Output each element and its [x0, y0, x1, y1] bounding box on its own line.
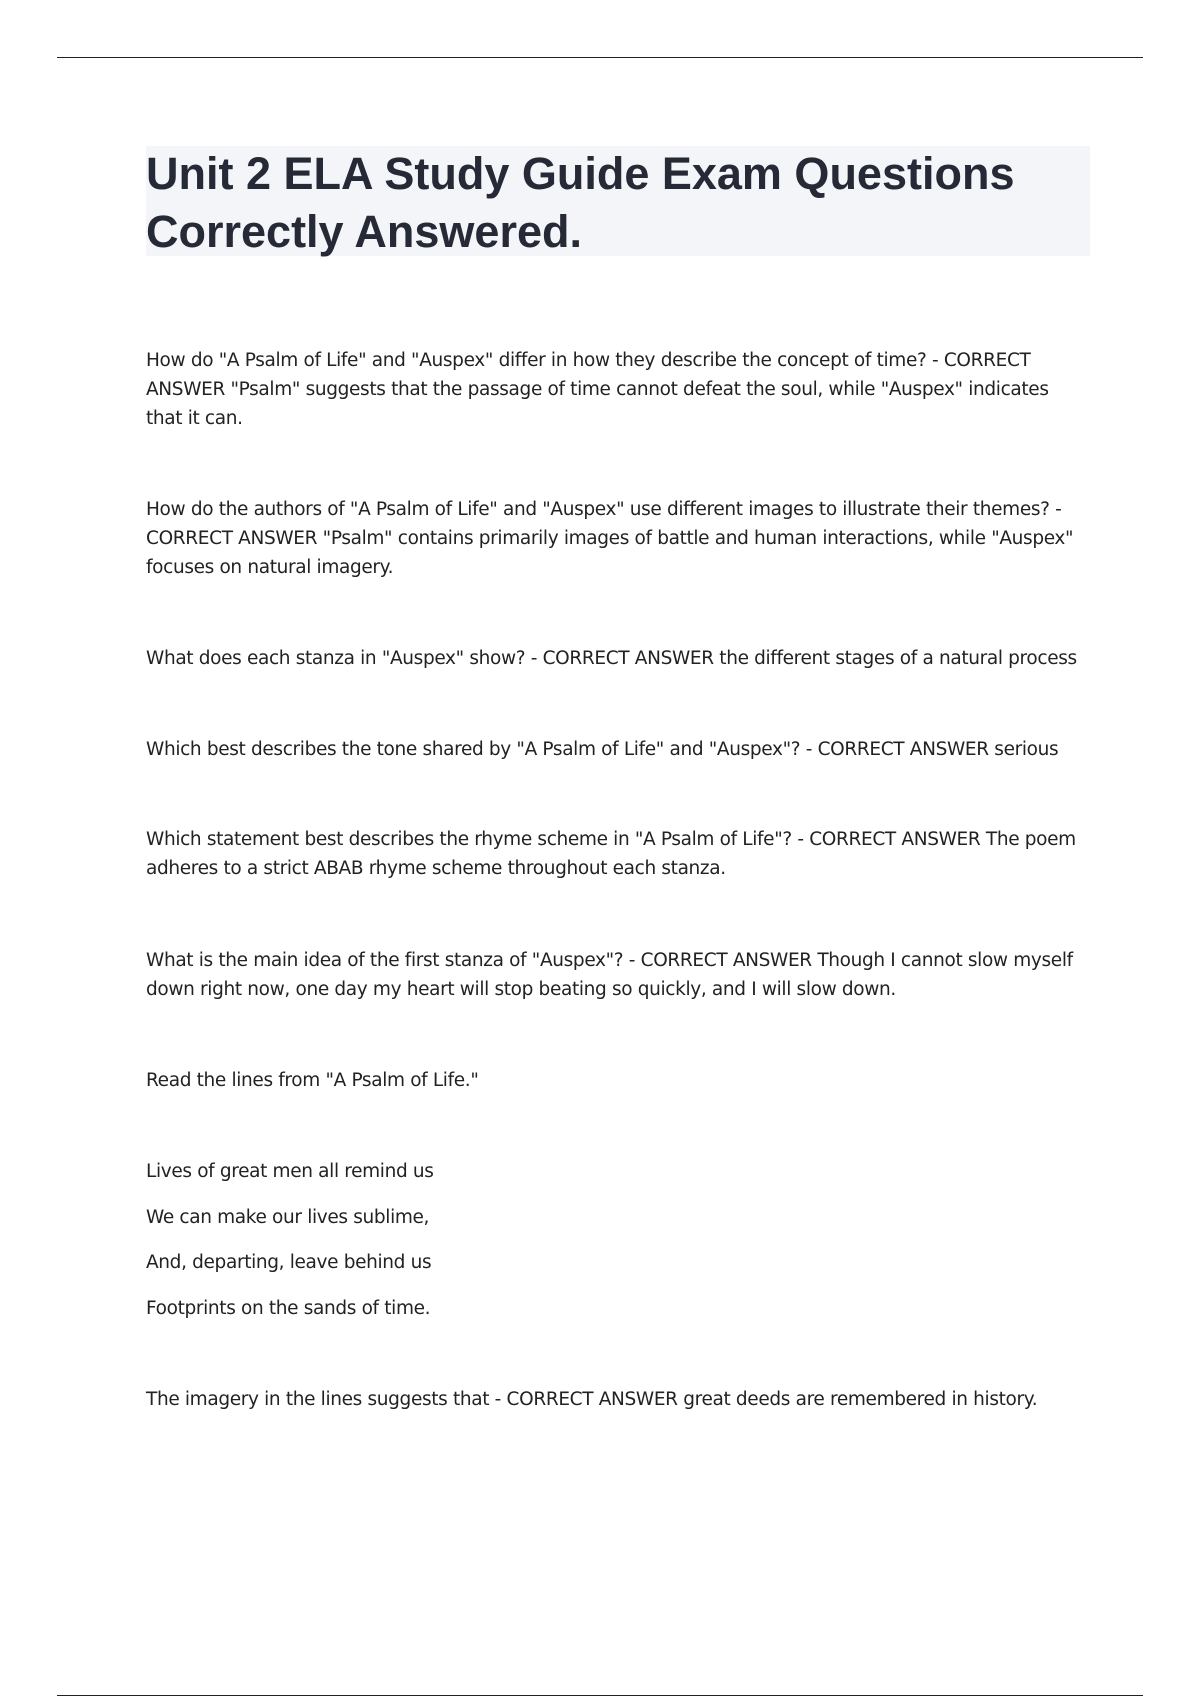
poem-line: Footprints on the sands of time. — [146, 1298, 431, 1319]
page-title: Unit 2 ELA Study Guide Exam Questions Correctly Answered. — [146, 148, 1015, 257]
poem-line: Lives of great men all remind us — [146, 1161, 434, 1182]
poem-line: And, departing, leave behind us — [146, 1252, 432, 1273]
top-rule — [57, 57, 1143, 58]
question-paragraph: What is the main idea of the first stanza of "Auspex"? - CORRECT ANSWER Though I cannot slow myself down right now, one day my heart will stop beating so quickly, and I will slow down. — [146, 950, 1073, 1000]
poem-line: We can make our lives sublime, — [146, 1207, 430, 1228]
bottom-rule — [57, 1695, 1143, 1696]
question-paragraph: How do the authors of "A Psalm of Life" and "Auspex" use different images to illustrate their themes? - CORRECT ANSWER "Psalm" contains primarily images of battle and human interactions, while "Auspex" focuses on natural imagery. — [146, 499, 1074, 578]
reading-prompt: Read the lines from "A Psalm of Life." — [146, 1070, 479, 1091]
question-paragraph: Which statement best describes the rhyme scheme in "A Psalm of Life"? - CORRECT ANSWER The poem adheres to a strict ABAB rhyme scheme throughout each stanza. — [146, 829, 1076, 879]
question-paragraph: The imagery in the lines suggests that - CORRECT ANSWER great deeds are remembered in history. — [146, 1389, 1038, 1410]
question-paragraph: How do "A Psalm of Life" and "Auspex" differ in how they describe the concept of time? - CORRECT ANSWER "Psalm" suggests that the passage of time cannot defeat the soul, while "Auspex" indicates that it can. — [146, 350, 1049, 429]
question-paragraph: Which best describes the tone shared by "A Psalm of Life" and "Auspex"? - CORRECT ANSWER serious — [146, 739, 1059, 760]
question-paragraph: What does each stanza in "Auspex" show? - CORRECT ANSWER the different stages of a natural process — [146, 648, 1077, 669]
